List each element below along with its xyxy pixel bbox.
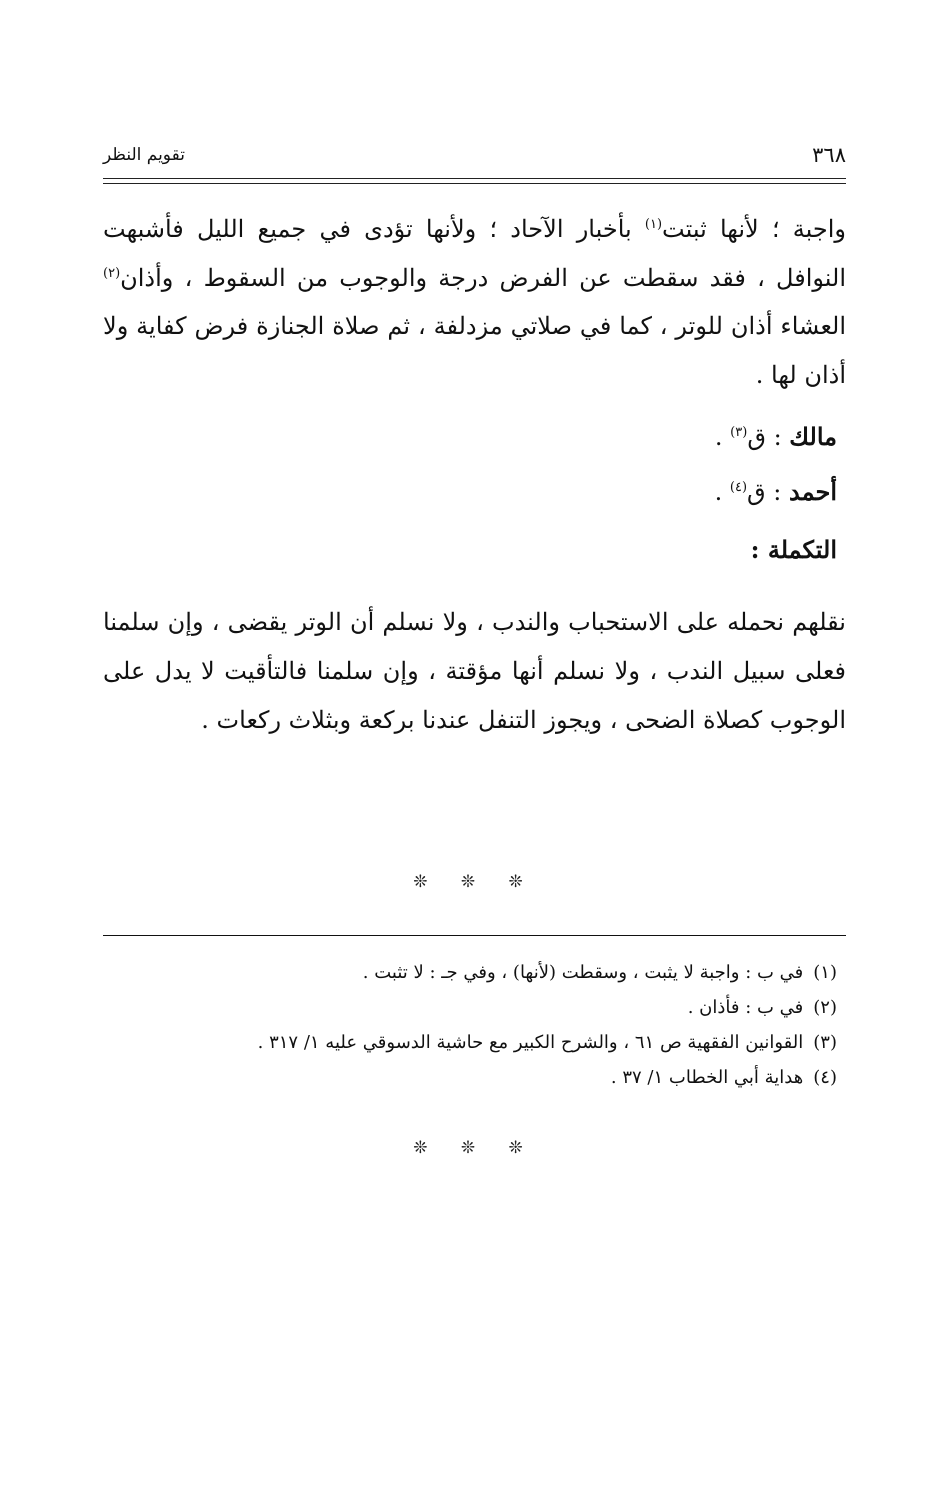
entry-separator: : ق xyxy=(747,478,790,506)
footnote-4 xyxy=(107,1060,837,1095)
paragraph-1 xyxy=(103,205,846,399)
footnote-ref-2: (٢) xyxy=(103,265,121,281)
paragraph-1-text-c: العشاء أذان للوتر ، كما في صلاتي مزدلفة ، ثم صلاة الجنازة فرض كفاية ولا أذان لها . xyxy=(103,312,846,389)
footnote-3 xyxy=(107,1025,837,1060)
madhhab-entry-malik xyxy=(715,422,837,451)
section-heading: التكملة : xyxy=(750,535,837,564)
footnote-ref-4: (٤) xyxy=(729,480,748,495)
footnote-text: في ب : فأذان . xyxy=(687,997,804,1018)
asterism-separator-end: ❊ ❊ ❊ xyxy=(413,1138,537,1158)
footnote-number: (٢) xyxy=(813,997,837,1018)
entry-name: أحمد xyxy=(789,477,837,506)
page-number: ٣٦٨ xyxy=(812,143,846,167)
entry-end: . xyxy=(714,478,730,506)
footnote-ref-1: (١) xyxy=(644,217,663,232)
paragraph-1-text-a: واجبة ؛ لأنها ثبتت xyxy=(662,215,846,243)
entry-name: مالك xyxy=(789,422,837,451)
paragraph-2: نقلهم نحمله على الاستحباب والندب ، ولا نسلم أن الوتر يقضى ، وإن سلمنا فعلى سبيل الندب ، ولا نسلم أنها مؤقتة ، وإن سلمنا فالتأقيت لا يدل على الوجوب كصلاة الضحى ، ويجوز التنفل عندنا بركعة وبثلاث ركعات . xyxy=(103,608,846,734)
header-double-rule xyxy=(103,178,846,184)
paragraph-1-text-b: بأخبار الآحاد ؛ ولأنها تؤدى في جميع الليل فأشبهت النوافل ، فقد سقطت عن الفرض درجة والوجوب من السقوط ، وأذان xyxy=(103,215,846,292)
entry-separator: : ق xyxy=(747,423,790,451)
footnote-rule xyxy=(103,935,846,936)
footnote-number: (١) xyxy=(813,962,837,983)
entry-end: . xyxy=(714,423,731,451)
running-title: تقويم النظر xyxy=(103,145,185,165)
footnote-2 xyxy=(107,990,837,1025)
footnote-number: (٣) xyxy=(813,1032,837,1053)
footnote-ref-3: (٣) xyxy=(730,425,748,440)
footnote-1 xyxy=(107,955,837,990)
footnote-number: (٤) xyxy=(813,1067,837,1088)
footnote-text: القوانين الفقهية ص ٦١ ، والشرح الكبير مع حاشية الدسوقي عليه ١/ ٣١٧ . xyxy=(257,1032,804,1053)
madhhab-entry-ahmad xyxy=(715,477,837,506)
footnote-text: هداية أبي الخطاب ١/ ٣٧ . xyxy=(610,1067,804,1088)
running-head xyxy=(103,138,846,172)
footnotes xyxy=(107,955,837,1095)
footnote-text: في ب : واجبة لا يثبت ، وسقطت (لأنها) ، وفي جـ : لا تثبت . xyxy=(362,962,804,983)
asterism-separator: ❊ ❊ ❊ xyxy=(413,872,537,892)
